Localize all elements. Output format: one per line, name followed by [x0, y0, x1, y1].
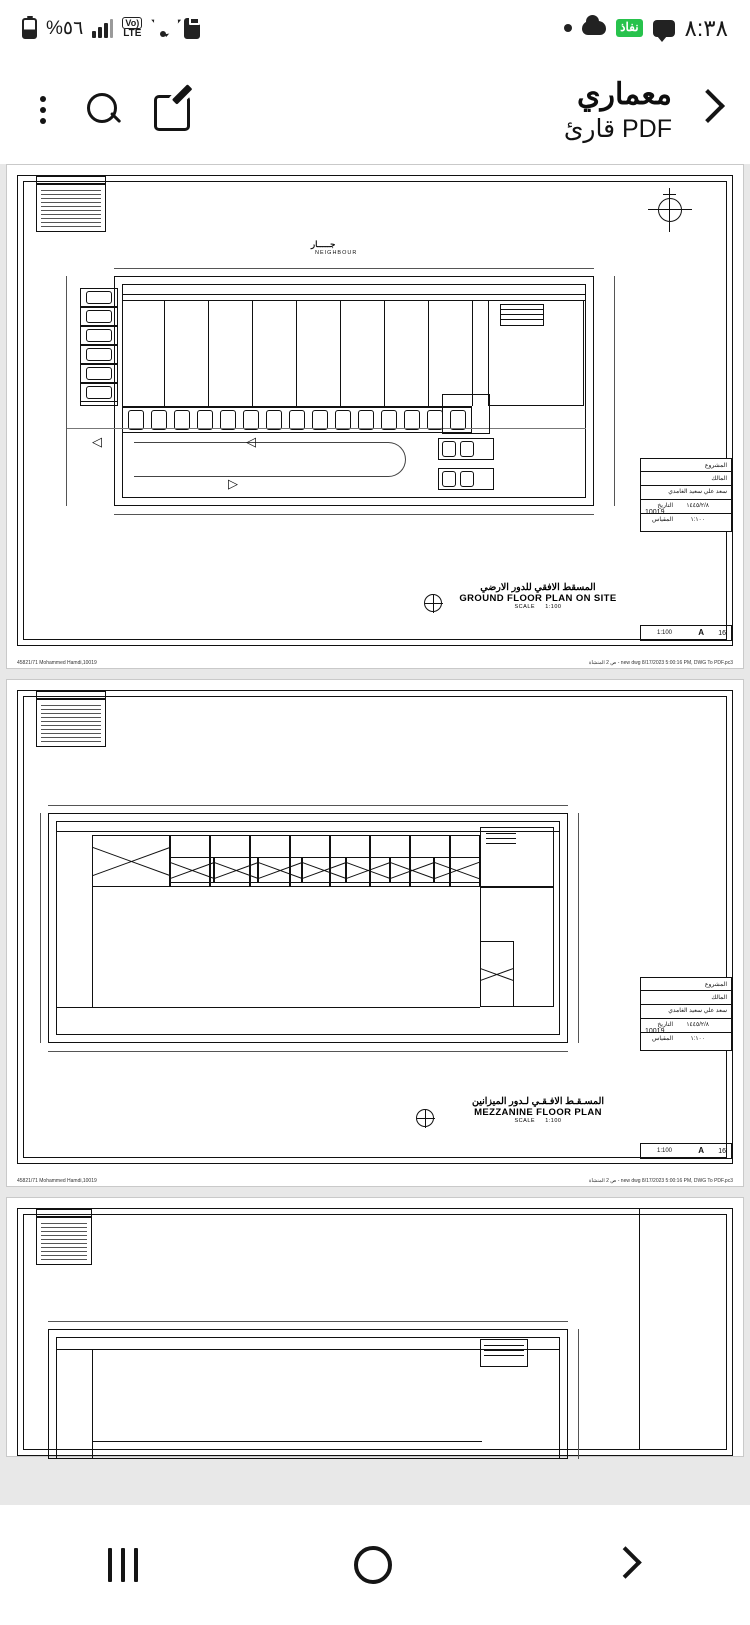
title-block-owner-label: المالك [711, 995, 727, 1001]
unit-divider [340, 300, 341, 406]
scale-icon [416, 1109, 434, 1127]
document-viewer[interactable] [0, 164, 750, 1505]
car-symbol [442, 441, 456, 457]
slab-cross [434, 857, 480, 883]
car-symbol [289, 410, 305, 430]
title-block-project: المشروع [704, 982, 727, 988]
car-symbol [86, 348, 112, 361]
title-block [640, 458, 732, 532]
notes-block [36, 699, 106, 747]
status-bar-clock: ٨:٣٨ [684, 14, 728, 41]
car-symbol [151, 410, 167, 430]
cloud-icon [582, 21, 606, 35]
dimension-line-bottom [48, 1051, 568, 1052]
dimension-line-left [40, 813, 41, 1043]
back-button[interactable] [608, 1543, 642, 1587]
car-symbol [128, 410, 144, 430]
roof-core [480, 1339, 528, 1367]
direction-arrow: ◁ [92, 434, 102, 449]
battery-icon [22, 18, 37, 39]
core-step [486, 838, 516, 839]
unit-divider [428, 300, 429, 406]
search-icon[interactable] [84, 90, 124, 130]
circulation-line [134, 476, 384, 477]
slab-cross [170, 857, 214, 883]
title-block-owner-name: سعد علي سعيد الغامدي [668, 1008, 727, 1014]
document-page-2[interactable] [6, 679, 744, 1187]
direction-arrow: ▷ [228, 476, 238, 491]
car-symbol [197, 410, 213, 430]
edit-icon[interactable] [152, 90, 192, 130]
hatched-bay [92, 835, 170, 887]
car-symbol [86, 386, 112, 399]
notes-block [36, 1217, 92, 1265]
car-symbol [220, 410, 236, 430]
title-block-date-label: التاريخ [657, 1022, 673, 1028]
scale-value: 1:100 [545, 604, 562, 610]
home-button[interactable] [354, 1546, 392, 1584]
scale-icon [424, 594, 442, 612]
network-type-label: LTE [123, 28, 142, 39]
dimension-line-right [614, 276, 615, 506]
title-block-sheet-no: 10019 [645, 509, 665, 516]
notes-block-tab [36, 176, 106, 184]
page-subtitle: قارئ PDF [563, 114, 672, 143]
system-nav-bar [0, 1505, 750, 1625]
title-block-project: المشروع [704, 463, 727, 469]
plan-title-en: MEZZANINE FLOOR PLAN [474, 1107, 602, 1118]
title-block-owner-label: المالك [711, 476, 727, 482]
app-bar-right [564, 77, 724, 144]
unit-divider [164, 300, 165, 406]
title-block-date-value: ١٤٤٥/٢/٨ [686, 503, 709, 509]
document-page-3[interactable] [6, 1197, 744, 1457]
drawing-sheet-border [17, 175, 733, 646]
car-symbol [86, 367, 112, 380]
title-block-scale-label: المقياس [652, 1036, 673, 1042]
circulation-line [134, 442, 384, 443]
plan-title-en: GROUND FLOOR PLAN ON SITE [459, 593, 617, 604]
plan-title-ar: المسـقـط الافـقـي لـدور الميزانين [471, 1096, 605, 1107]
unit-divider [384, 300, 385, 406]
sheet-letter: A [698, 1146, 704, 1155]
slab-cross [258, 857, 302, 883]
unit-divider [296, 300, 297, 406]
stair-core [500, 304, 544, 326]
title-block [640, 977, 732, 1051]
car-symbol [358, 410, 374, 430]
direction-arrow: ◁ [246, 434, 256, 449]
plan-title-ar: المسقط الافقي للدور الارضي [480, 582, 596, 593]
page-footer [13, 660, 737, 666]
page-footer [13, 1178, 737, 1184]
status-bar [0, 0, 750, 56]
scale-label: SCALE [514, 1118, 536, 1124]
unit-divider [472, 300, 473, 406]
drawing-sheet-border [17, 1208, 733, 1456]
core-step [484, 1345, 524, 1346]
page-footer-left: 45821/71 Mohammed Hamdi,10019 [17, 660, 97, 666]
sheet-letter: A [698, 628, 704, 637]
dimension-line-bottom [114, 514, 594, 515]
core-step [484, 1350, 524, 1351]
neighbour-label-en: NEIGHBOUR [315, 250, 358, 256]
sheet-count: 16 [718, 630, 726, 637]
notes-block [36, 184, 106, 232]
dot-icon [564, 24, 572, 32]
dimension-line-right [578, 1329, 579, 1459]
title-block-scale-label: المقياس [652, 517, 673, 523]
kebab-menu-icon[interactable] [30, 92, 56, 128]
page-footer-left: 45821/71 Mohammed Hamdi,10019 [17, 1178, 97, 1184]
car-symbol [427, 410, 443, 430]
chevron-right-icon[interactable] [690, 85, 724, 135]
stair-step [500, 314, 544, 315]
car-symbol [243, 410, 259, 430]
slab-cross [302, 857, 346, 883]
top-wall [122, 294, 586, 295]
clipboard-icon [184, 18, 200, 39]
car-symbol [312, 410, 328, 430]
car-symbol [442, 471, 456, 487]
notes-block-tab [36, 1209, 92, 1217]
titleblock-divider [639, 1209, 640, 1449]
scale-label: SCALE [514, 604, 536, 610]
title-block-date-value: ١٤٤٥/٢/٨ [686, 1022, 709, 1028]
car-symbol [460, 441, 474, 457]
wifi-icon [151, 19, 175, 37]
scale-value: 1:100 [545, 1118, 562, 1124]
dimension-line-top [48, 1321, 568, 1322]
title-block-scale-value: ١:١٠٠ [690, 517, 705, 523]
roof-left-edge [92, 1349, 93, 1459]
car-symbol [460, 471, 474, 487]
circulation-loop-end [368, 442, 406, 477]
neighbour-label-ar: جـــــار [311, 239, 336, 249]
car-symbol [174, 410, 190, 430]
stair-step [500, 319, 544, 320]
unit-divider [252, 300, 253, 406]
mezzanine-core [480, 827, 554, 887]
app-bar [0, 56, 750, 164]
core-step [486, 833, 516, 834]
sheet-code: 1:100 [656, 630, 672, 636]
plan-label [448, 582, 628, 610]
battery-percent-label: %٥٦ [46, 17, 84, 39]
title-block-scale-value: ١:١٠٠ [690, 1036, 705, 1042]
void-cross [480, 941, 514, 1007]
status-bar-left [22, 17, 200, 40]
core-box [442, 394, 490, 434]
volte-icon [122, 17, 142, 39]
car-symbol [404, 410, 420, 430]
unit-divider [208, 300, 209, 406]
document-page-1[interactable] [6, 164, 744, 669]
app-bar-titles [564, 77, 672, 144]
dimension-line-right [578, 813, 579, 1043]
mezzanine-lower-edge [56, 1007, 480, 1008]
plan-label [438, 1096, 638, 1124]
title-block-date-label: التاريخ [657, 503, 673, 509]
core-step [484, 1355, 524, 1356]
volte-label: Vo) [122, 17, 142, 29]
page-footer-right: ص 2 المنشأة - new dwg 8/17/2023 5:00:16 PM, DWG To PDF.pc3 [588, 660, 733, 666]
title-block-owner-name: سعد علي سعيد الغامدي [668, 489, 727, 495]
page-footer-right: ص 2 المنشأة - new dwg 8/17/2023 5:00:16 PM, DWG To PDF.pc3 [588, 1178, 733, 1184]
sheet-count: 16 [718, 1148, 726, 1155]
status-bar-right [564, 15, 728, 42]
dimension-line-top [48, 805, 568, 806]
drawing-sheet-border [17, 690, 733, 1164]
mezzanine-left-edge [92, 887, 93, 1007]
car-symbol [381, 410, 397, 430]
badge-icon: نفاذ [616, 19, 642, 37]
dimension-line-top [114, 268, 594, 269]
slab-cross [214, 857, 258, 883]
car-symbol [266, 410, 282, 430]
dimension-line-left [66, 276, 67, 506]
north-arrow-icon [648, 188, 692, 232]
app-bar-left [30, 90, 192, 130]
sheet-code: 1:100 [656, 1148, 672, 1154]
signal-icon [92, 18, 113, 38]
title-block-sheet-no: 10019 [645, 1028, 665, 1035]
car-symbol [86, 329, 112, 342]
page-title: معماري [577, 77, 672, 111]
site-centerline [66, 428, 586, 429]
recents-button[interactable] [108, 1548, 138, 1582]
slab-cross [390, 857, 434, 883]
car-symbol [86, 310, 112, 323]
stair-step [500, 309, 544, 310]
car-symbol [335, 410, 351, 430]
notes-block-tab [36, 691, 106, 699]
chat-icon [653, 20, 675, 37]
roof-bottom-edge [92, 1441, 482, 1442]
car-symbol [86, 291, 112, 304]
slab-cross [346, 857, 390, 883]
core-step [486, 843, 516, 844]
